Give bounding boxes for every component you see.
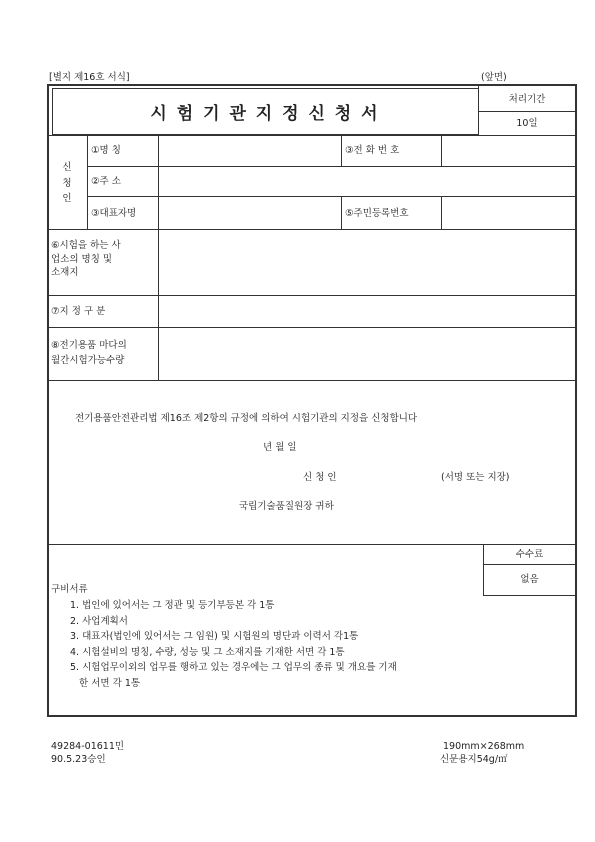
row-line-8 [47, 544, 577, 545]
test-site-field[interactable] [159, 230, 576, 295]
footer-paper: 신문용지54g/㎡ [440, 754, 508, 765]
test-site-line-1: ⑥시험을 하는 사 [51, 240, 121, 251]
address-label: ②주 소 [91, 176, 121, 187]
fee-bottom [483, 595, 576, 596]
test-site-label [51, 241, 121, 278]
fee-value: 없음 [520, 574, 539, 585]
row-line-7 [47, 380, 577, 381]
representative-label: ③대표자명 [91, 208, 137, 219]
processing-midline [478, 111, 576, 112]
capacity-line-1: ⑧전기용품 마다의 [51, 340, 127, 351]
form-number: [별지 제16호 서식] [49, 72, 130, 83]
representative-field[interactable] [159, 197, 341, 229]
applicant-group-label [47, 163, 87, 204]
resident-number-field[interactable] [442, 197, 576, 229]
document-item-5: 5. 시험업무이외의 업무를 행하고 있는 경우에는 그 업무의 종류 및 개요를 기재 [70, 662, 397, 673]
resident-number-label: ⑤주민등록번호 [345, 208, 409, 219]
processing-value: 10일 [516, 118, 538, 129]
col-line-phone-1 [341, 135, 342, 166]
documents-title: 구비서류 [51, 584, 88, 595]
designation-field[interactable] [159, 296, 576, 327]
document-item-2: 2. 사업계획서 [70, 615, 128, 627]
processing-label: 처리기간 [508, 94, 546, 105]
designation-label: ⑦지 정 구 분 [51, 306, 106, 317]
test-site-line-3: 소재지 [51, 267, 79, 278]
col-line-rrn-1 [341, 196, 342, 229]
frame-top [47, 84, 577, 86]
test-site-line-2: 업소의 명칭 및 [51, 253, 113, 265]
document-item-5-cont: 한 서면 각 1통 [70, 677, 141, 689]
declaration-applicant: 신 청 인 [303, 472, 337, 483]
footer-code: 49284-01611민 [51, 741, 125, 752]
name-label: ①명 칭 [91, 145, 121, 156]
fee-midline [483, 564, 576, 565]
capacity-line-2: 월간시험가능수량 [51, 354, 125, 366]
document-item-4: 4. 시험설비의 명칭, 수량, 성능 및 그 소재지를 기재한 서면 각 1통 [70, 646, 345, 658]
applicant-char-1: 신 [62, 162, 72, 173]
addressee: 국립기술품질원장 귀하 [239, 501, 334, 512]
applicant-char-3: 인 [62, 193, 72, 204]
capacity-field[interactable] [159, 328, 576, 380]
name-field[interactable] [159, 136, 341, 166]
page-side-label: (앞면) [481, 72, 507, 83]
footer-approval: 90.5.23승인 [51, 754, 106, 765]
document-item-1: 1. 법인에 있어서는 그 정관 및 등기부등본 각 1통 [70, 600, 275, 611]
col-line-group [87, 135, 88, 229]
footer-size: 190mm×268mm [443, 741, 525, 752]
phone-field[interactable] [442, 136, 576, 166]
form-title: 시 험 기 관 지 정 신 청 서 [150, 103, 380, 124]
declaration-date: 년 월 일 [263, 442, 297, 453]
applicant-char-2: 청 [62, 177, 72, 189]
capacity-label [51, 341, 127, 365]
frame-bottom [47, 715, 577, 717]
declaration-statement: 전기용품안전관리법 제16조 제2항의 규정에 의하여 시험기관의 지정을 신청합니다 [75, 413, 418, 424]
documents-list [70, 598, 397, 691]
signature-label: (서명 또는 지장) [441, 472, 510, 483]
address-field[interactable] [159, 167, 576, 196]
fee-label: 수수료 [515, 549, 544, 560]
phone-label: ③전 화 번 호 [345, 145, 400, 156]
document-item-3: 3. 대표자(법인에 있어서는 그 임원) 및 시험원의 명단과 이력서 각1통 [70, 631, 359, 642]
